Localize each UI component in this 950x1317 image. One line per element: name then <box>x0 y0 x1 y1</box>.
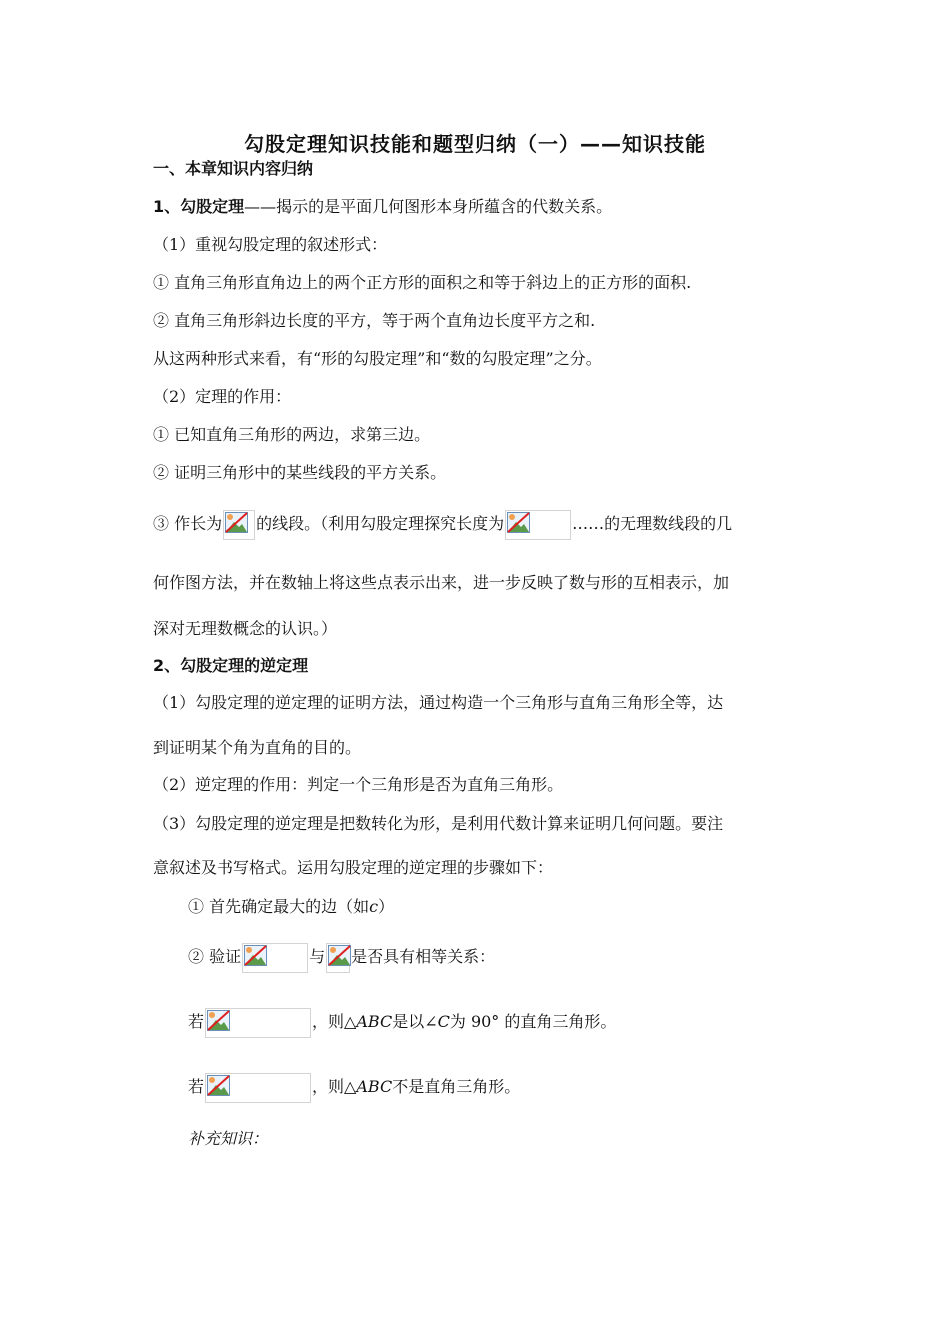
paragraph-2-3-line1: （3）勾股定理的逆定理是把数转化为形，是利用代数计算来证明几何问题。要注 <box>153 814 724 833</box>
broken-image-icon <box>207 1010 231 1032</box>
supplement-heading: 补充知识： <box>188 1129 269 1148</box>
step2-pre: ② 验证 <box>188 947 242 966</box>
broken-image-icon <box>225 512 249 534</box>
condition-2 <box>188 1071 520 1103</box>
paragraph-1-2: （2）定理的作用： <box>153 387 292 406</box>
document-title: 勾股定理知识技能和题型归纳（一）——知识技能 <box>244 132 706 156</box>
if1-c: C <box>437 1012 450 1031</box>
if2-pre: 若 <box>188 1077 205 1096</box>
formula-image-placeholder <box>205 1073 311 1103</box>
broken-image-icon <box>507 512 531 534</box>
if1-rest: 是以∠ <box>392 1012 438 1031</box>
section-heading-1: 一、本章知识内容归纳 <box>153 159 314 178</box>
step1-post: ） <box>378 897 395 916</box>
if1-pre: 若 <box>188 1012 205 1031</box>
step-1 <box>188 896 394 918</box>
if2-post: ，则△ <box>312 1077 357 1096</box>
step1-var: c <box>369 897 379 916</box>
p1-2c-post: ……的无理数线段的几 <box>572 514 733 533</box>
if1-abc: ABC <box>356 1012 393 1031</box>
if1-post: ，则△ <box>312 1012 357 1031</box>
if1-end: 为 90° 的直角三角形。 <box>449 1012 617 1031</box>
paragraph-1-1c: 从这两种形式来看，有“形的勾股定理”和“数的勾股定理”之分。 <box>153 349 602 368</box>
p1-2c-mid: 的线段。（利用勾股定理探究长度为 <box>256 514 505 533</box>
paragraph-item1 <box>153 196 612 218</box>
paragraph-1-2b: ② 证明三角形中的某些线段的平方关系。 <box>153 463 447 482</box>
step2-post: 是否具有相等关系： <box>351 947 496 966</box>
paragraph-1-2c <box>153 508 732 540</box>
if2-end: 不是直角三角形。 <box>392 1077 521 1096</box>
formula-image-placeholder <box>326 943 350 973</box>
paragraph-2-1-line2: 到证明某个角为直角的目的。 <box>153 738 362 757</box>
formula-image-placeholder <box>505 510 571 540</box>
paragraph-1-1a: ① 直角三角形直角边上的两个正方形的面积之和等于斜边上的正方形的面积. <box>153 273 692 292</box>
paragraph-2-1-line1: （1）勾股定理的逆定理的证明方法，通过构造一个三角形与直角三角形全等，达 <box>153 693 724 712</box>
formula-image-placeholder <box>242 943 308 973</box>
step2-mid: 与 <box>309 947 326 966</box>
paragraph-1-2c-line3: 深对无理数概念的认识。） <box>153 619 338 638</box>
formula-image-placeholder <box>205 1008 311 1038</box>
paragraph-2-2: （2）逆定理的作用：判定一个三角形是否为直角三角形。 <box>153 775 564 794</box>
paragraph-1-2a: ① 已知直角三角形的两边，求第三边。 <box>153 425 431 444</box>
if2-abc: ABC <box>356 1077 393 1096</box>
broken-image-icon <box>328 945 352 967</box>
paragraph-1-2c-line2: 何作图方法，并在数轴上将这些点表示出来，进一步反映了数与形的互相表示，加 <box>153 573 730 592</box>
paragraph-1-1b: ② 直角三角形斜边长度的平方，等于两个直角边长度平方之和. <box>153 311 596 330</box>
p1-2c-pre: ③ 作长为 <box>153 514 223 533</box>
broken-image-icon <box>207 1075 231 1097</box>
step-2 <box>188 941 495 973</box>
step1-pre: ① 首先确定最大的边（如 <box>188 897 370 916</box>
section-heading-2: 2、勾股定理的逆定理 <box>153 656 309 675</box>
item1-heading: 1、勾股定理 <box>153 197 245 216</box>
condition-1 <box>188 1006 616 1038</box>
paragraph-1-1: （1）重视勾股定理的叙述形式： <box>153 235 388 254</box>
item1-text: ——揭示的是平面几何图形本身所蕴含的代数关系。 <box>244 197 613 216</box>
broken-image-icon <box>244 945 268 967</box>
formula-image-placeholder <box>223 510 255 540</box>
paragraph-2-3-line2: 意叙述及书写格式。运用勾股定理的逆定理的步骤如下： <box>153 858 554 877</box>
